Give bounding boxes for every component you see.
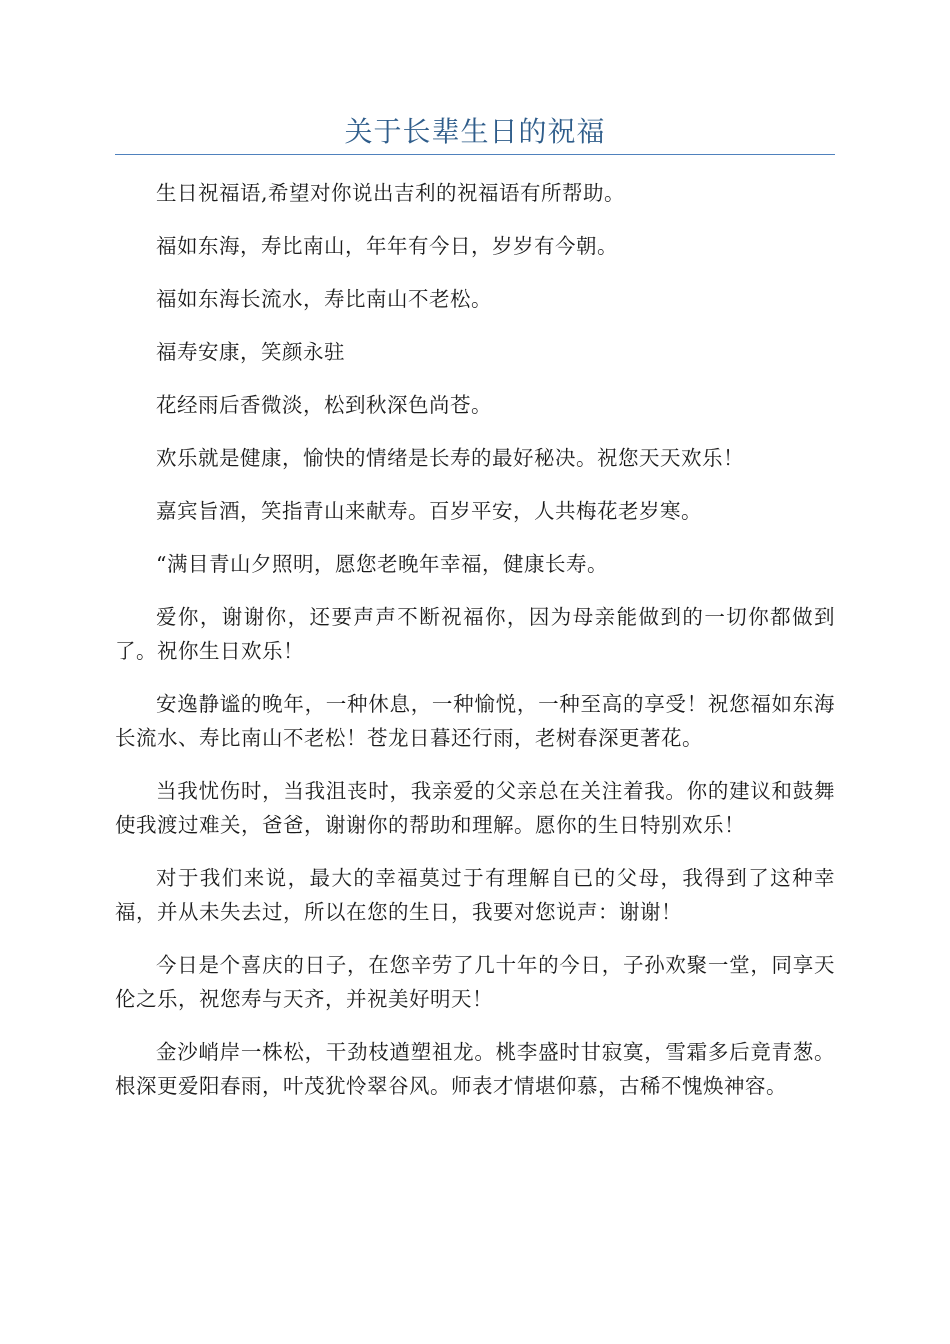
paragraph: 当我忧伤时，当我沮丧时，我亲爱的父亲总在关注着我。你的建议和鼓舞使我渡过难关，爸爸，谢谢你的帮助和理解。愿你的生日特别欢乐！ xyxy=(115,779,835,837)
paragraph: 今日是个喜庆的日子，在您辛劳了几十年的今日，子孙欢聚一堂，同享天伦之乐，祝您寿与天齐，并祝美好明天！ xyxy=(115,953,835,1011)
paragraph: 爱你，谢谢你，还要声声不断祝福你，因为母亲能做到的一切你都做到了。祝你生日欢乐！ xyxy=(115,605,835,663)
paragraph: 对于我们来说，最大的幸福莫过于有理解自已的父母，我得到了这种幸福，并从未失去过，所以在您的生日，我要对您说声：谢谢！ xyxy=(115,866,835,924)
paragraph: 安逸静谧的晚年，一种休息，一种愉悦，一种至高的享受！祝您福如东海长流水、寿比南山不老松！苍龙日暮还行雨，老树春深更著花。 xyxy=(115,692,835,750)
paragraph: 金沙峭岸一株松，干劲枝遒塑祖龙。桃李盛时甘寂寞，雪霜多后竟青葱。根深更爱阳春雨，叶茂犹怜翠谷风。师表才情堪仰慕，古稀不愧焕神容。 xyxy=(115,1040,835,1098)
paragraph: 花经雨后香微淡，松到秋深色尚苍。 xyxy=(156,393,492,417)
document-title: 关于长辈生日的祝福 xyxy=(344,115,606,148)
paragraph: 福如东海，寿比南山，年年有今日，岁岁有今朝。 xyxy=(156,234,618,258)
paragraph: 福如东海长流水，寿比南山不老松。 xyxy=(156,287,492,311)
paragraph: “满目青山夕照明，愿您老晚年幸福，健康长寿。 xyxy=(156,552,608,576)
paragraph: 生日祝福语,希望对你说出吉利的祝福语有所帮助。 xyxy=(156,181,626,205)
paragraph: 嘉宾旨酒，笑指青山来献寿。百岁平安，人共梅花老岁寒。 xyxy=(156,499,702,523)
paragraph: 欢乐就是健康，愉快的情绪是长寿的最好秘决。祝您天天欢乐！ xyxy=(156,446,744,470)
title-underline xyxy=(115,154,835,155)
paragraph: 福寿安康，笑颜永驻 xyxy=(156,340,345,364)
document-body xyxy=(115,176,835,1122)
